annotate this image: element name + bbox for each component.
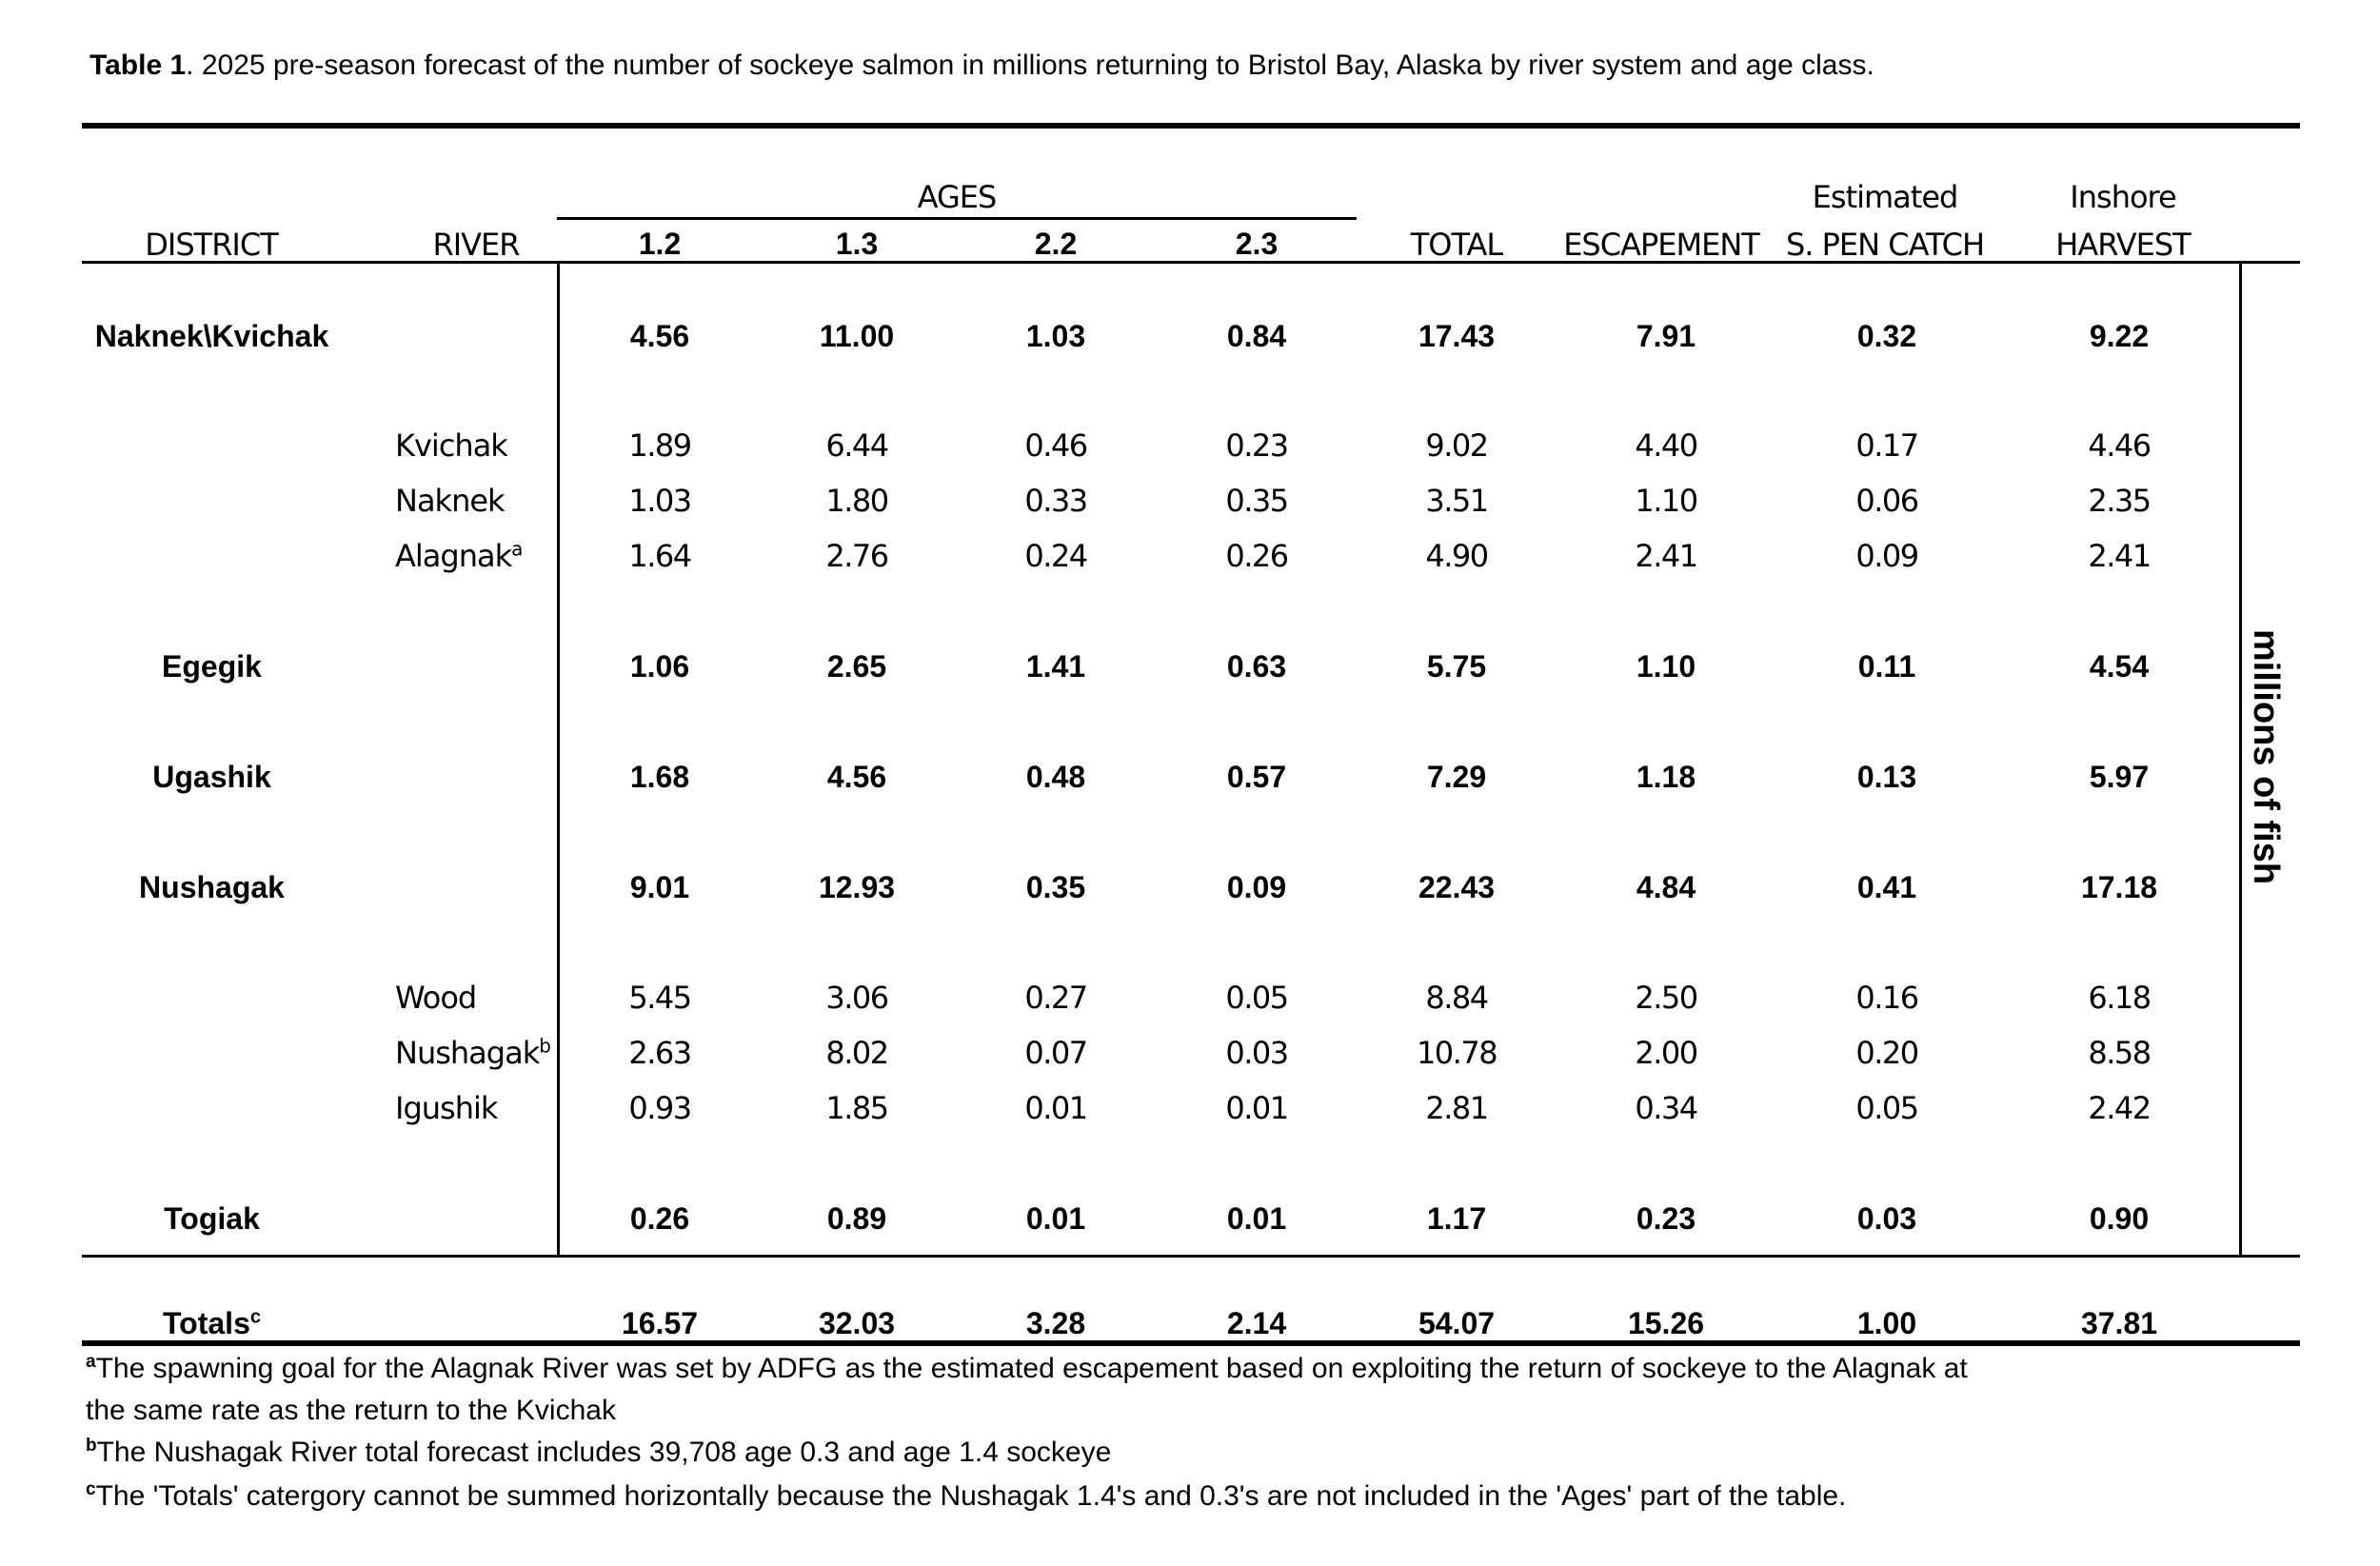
cell-escapement: 4.84 [1636, 870, 1696, 904]
cell-total: 9.02 [1425, 427, 1488, 464]
header-age-2-3: 2.3 [1235, 227, 1279, 261]
header-district: DISTRICT [145, 227, 278, 263]
cell-age-2-3: 0.09 [1226, 870, 1287, 904]
cell-age-2-3: 0.05 [1225, 980, 1288, 1016]
cell-total: 10.78 [1416, 1035, 1497, 1071]
cell-age-1-3: 2.76 [825, 538, 888, 574]
header-river: RIVER [432, 227, 520, 263]
cell-total: 3.51 [1425, 483, 1488, 519]
cell-spen-catch: 0.11 [1857, 649, 1916, 684]
cell-inshore-harvest: 2.42 [2088, 1090, 2151, 1126]
cell-age-1-2: 1.64 [628, 538, 691, 574]
cell-escapement: 0.23 [1636, 1201, 1696, 1236]
table-caption-label: Table 1 [89, 50, 187, 81]
cell-age-2-2: 0.27 [1024, 980, 1087, 1016]
row-river-name: Alagnak [395, 538, 512, 574]
cell-age-1-2: 5.45 [628, 980, 691, 1016]
cell-escapement: 0.34 [1635, 1090, 1697, 1126]
totals-cell-age-2-3: 2.14 [1226, 1306, 1287, 1340]
cell-age-1-2: 1.06 [629, 649, 690, 684]
cell-age-1-2: 1.68 [629, 760, 690, 794]
footnote-c-line1: The 'Totals' catergory cannot be summed horizontally because the Nushagak 1.4's and 0.3's are not included in the 'Ages' part of the table. [95, 1480, 1847, 1512]
cell-age-2-2: 0.24 [1024, 538, 1087, 574]
cell-age-2-2: 0.48 [1025, 760, 1086, 794]
row-river-name: Igushik [395, 1090, 498, 1126]
cell-age-1-3: 3.06 [825, 980, 888, 1016]
footnote-b [86, 1434, 1111, 1472]
cell-age-1-2: 0.26 [629, 1201, 690, 1236]
cell-age-1-3: 2.65 [826, 649, 887, 684]
cell-age-2-2: 0.07 [1024, 1035, 1087, 1071]
body-bottom-rule [82, 1255, 2300, 1258]
cell-age-2-2: 1.03 [1025, 319, 1086, 353]
cell-age-1-2: 4.56 [629, 319, 690, 353]
totals-cell-spen-catch: 1.00 [1856, 1306, 1917, 1340]
cell-spen-catch: 0.20 [1855, 1035, 1918, 1071]
totals-cell-age-1-2: 16.57 [621, 1306, 699, 1340]
table-caption-text: . 2025 pre-season forecast of the number of sockeye salmon in millions returning to Bristol Bay, Alaska by river system and age class. [186, 50, 1874, 81]
cell-age-1-3: 4.56 [826, 760, 887, 794]
cell-escapement: 7.91 [1636, 319, 1696, 353]
cell-age-1-2: 0.93 [628, 1090, 691, 1126]
cell-spen-catch: 0.17 [1855, 427, 1918, 464]
header-age-1-3: 1.3 [835, 227, 879, 261]
cell-age-2-2: 0.01 [1024, 1090, 1087, 1126]
cell-age-1-3: 6.44 [825, 427, 888, 464]
cell-age-1-3: 1.85 [825, 1090, 888, 1126]
cell-total: 4.90 [1425, 538, 1488, 574]
cell-inshore-harvest: 4.46 [2088, 427, 2151, 464]
header-spen-line2: S. PEN CATCH [1785, 227, 1985, 263]
top-rule [82, 123, 2300, 129]
footnote-c-mark: c [86, 1479, 96, 1499]
row-river-label [395, 426, 507, 465]
cell-spen-catch: 0.13 [1856, 760, 1917, 794]
cell-age-2-3: 0.01 [1225, 1090, 1288, 1126]
cell-total: 7.29 [1426, 760, 1487, 794]
cell-age-1-3: 8.02 [825, 1035, 888, 1071]
row-river-name: Nushagak [395, 1035, 540, 1071]
cell-inshore-harvest: 2.41 [2088, 538, 2151, 574]
header-harvest-line2: HARVEST [2055, 227, 2191, 263]
cell-age-2-3: 0.23 [1225, 427, 1288, 464]
cell-escapement: 2.50 [1635, 980, 1697, 1016]
cell-age-1-2: 9.01 [629, 870, 690, 904]
cell-age-1-2: 1.89 [628, 427, 691, 464]
cell-age-2-3: 0.01 [1226, 1201, 1287, 1236]
cell-age-2-3: 0.84 [1226, 319, 1287, 353]
cell-age-2-2: 0.33 [1024, 483, 1087, 519]
row-river-name: Wood [395, 980, 477, 1016]
cell-total: 5.75 [1426, 649, 1487, 684]
row-river-footnote-mark: a [511, 537, 523, 561]
cell-age-2-2: 0.01 [1025, 1201, 1086, 1236]
header-harvest-line1: Inshore [2070, 179, 2176, 215]
cell-age-1-2: 1.03 [628, 483, 691, 519]
header-age-2-2: 2.2 [1034, 227, 1078, 261]
cell-escapement: 1.10 [1636, 649, 1696, 684]
cell-inshore-harvest: 2.35 [2088, 483, 2151, 519]
totals-cell-age-2-2: 3.28 [1025, 1306, 1086, 1340]
cell-spen-catch: 0.09 [1855, 538, 1918, 574]
cell-inshore-harvest: 8.58 [2088, 1035, 2151, 1071]
cell-age-2-3: 0.03 [1225, 1035, 1288, 1071]
footnote-a [86, 1350, 1968, 1388]
cell-inshore-harvest: 5.97 [2089, 760, 2150, 794]
cell-age-1-3: 1.80 [825, 483, 888, 519]
cell-age-2-3: 0.57 [1226, 760, 1287, 794]
side-divider [2239, 261, 2242, 1257]
totals-cell-inshore-harvest: 37.81 [2080, 1306, 2158, 1340]
footnote-b-mark: b [86, 1436, 97, 1456]
row-district-label: Ugashik [152, 760, 271, 794]
header-spen-line1: Estimated [1812, 179, 1958, 215]
row-district-label: Naknek\Kvichak [94, 319, 329, 353]
totals-cell-total: 54.07 [1418, 1306, 1496, 1340]
footnote-b-line1: The Nushagak River total forecast includes 39,708 age 0.3 and age 1.4 sockeye [96, 1437, 1112, 1468]
cell-total: 22.43 [1418, 870, 1496, 904]
row-river-label [395, 482, 505, 520]
row-district-label: Togiak [164, 1201, 260, 1236]
row-river-label [395, 1089, 497, 1127]
cell-age-2-3: 0.63 [1226, 649, 1287, 684]
cell-escapement: 1.10 [1635, 483, 1697, 519]
totals-label-text: Totals [163, 1306, 250, 1340]
cell-escapement: 1.18 [1636, 760, 1696, 794]
row-river-name: Naknek [395, 483, 505, 519]
header-total: TOTAL [1410, 227, 1503, 263]
river-divider [557, 261, 560, 1257]
row-river-label [395, 537, 522, 575]
cell-total: 17.43 [1418, 319, 1496, 353]
cell-inshore-harvest: 9.22 [2089, 319, 2150, 353]
cell-total: 1.17 [1426, 1201, 1487, 1236]
cell-spen-catch: 0.06 [1855, 483, 1918, 519]
cell-age-2-3: 0.35 [1225, 483, 1288, 519]
cell-age-1-2: 2.63 [628, 1035, 691, 1071]
footnote-a-mark: a [86, 1352, 96, 1372]
units-side-label-text: millions of fish [2246, 628, 2286, 885]
row-river-name: Kvichak [395, 427, 507, 464]
footnote-a-line1: The spawning goal for the Alagnak River was set by ADFG as the estimated escapement based on exploiting the return of sockeye to the Alagnak at [95, 1353, 1968, 1384]
header-ages: AGES [917, 179, 997, 215]
footnote-a-continued [86, 1392, 616, 1430]
cell-total: 2.81 [1425, 1090, 1488, 1126]
totals-footnote-mark: c [249, 1306, 261, 1328]
row-river-label [395, 1034, 550, 1072]
cell-inshore-harvest: 4.54 [2089, 649, 2150, 684]
header-age-1-2: 1.2 [638, 227, 682, 261]
totals-cell-escapement: 15.26 [1627, 1306, 1705, 1340]
cell-age-2-2: 0.46 [1024, 427, 1087, 464]
row-district-label: Egegik [162, 649, 262, 684]
cell-escapement: 2.41 [1635, 538, 1697, 574]
footnote-a-line2: the same rate as the return to the Kvichak [86, 1395, 616, 1426]
cell-inshore-harvest: 17.18 [2080, 870, 2158, 904]
cell-inshore-harvest: 0.90 [2089, 1201, 2150, 1236]
row-river-footnote-mark: b [539, 1034, 550, 1058]
cell-spen-catch: 0.16 [1855, 980, 1918, 1016]
ages-rule [557, 217, 1357, 220]
cell-escapement: 4.40 [1635, 427, 1697, 464]
table-caption [89, 50, 1874, 82]
cell-spen-catch: 0.05 [1855, 1090, 1918, 1126]
cell-age-2-3: 0.26 [1225, 538, 1288, 574]
cell-age-1-3: 11.00 [819, 319, 895, 353]
cell-age-2-2: 0.35 [1025, 870, 1086, 904]
cell-spen-catch: 0.32 [1856, 319, 1917, 353]
footnote-c [86, 1477, 1846, 1516]
cell-spen-catch: 0.41 [1856, 870, 1917, 904]
totals-label [48, 1304, 376, 1342]
header-escapement: ESCAPEMENT [1563, 227, 1759, 263]
cell-age-1-3: 12.93 [818, 870, 896, 904]
cell-age-2-2: 1.41 [1025, 649, 1086, 684]
cell-age-1-3: 0.89 [826, 1201, 887, 1236]
cell-escapement: 2.00 [1635, 1035, 1697, 1071]
row-river-label [395, 979, 476, 1017]
cell-spen-catch: 0.03 [1856, 1201, 1917, 1236]
cell-inshore-harvest: 6.18 [2088, 980, 2151, 1016]
cell-total: 8.84 [1425, 980, 1488, 1016]
totals-cell-age-1-3: 32.03 [818, 1306, 896, 1340]
row-district-label: Nushagak [139, 870, 285, 904]
